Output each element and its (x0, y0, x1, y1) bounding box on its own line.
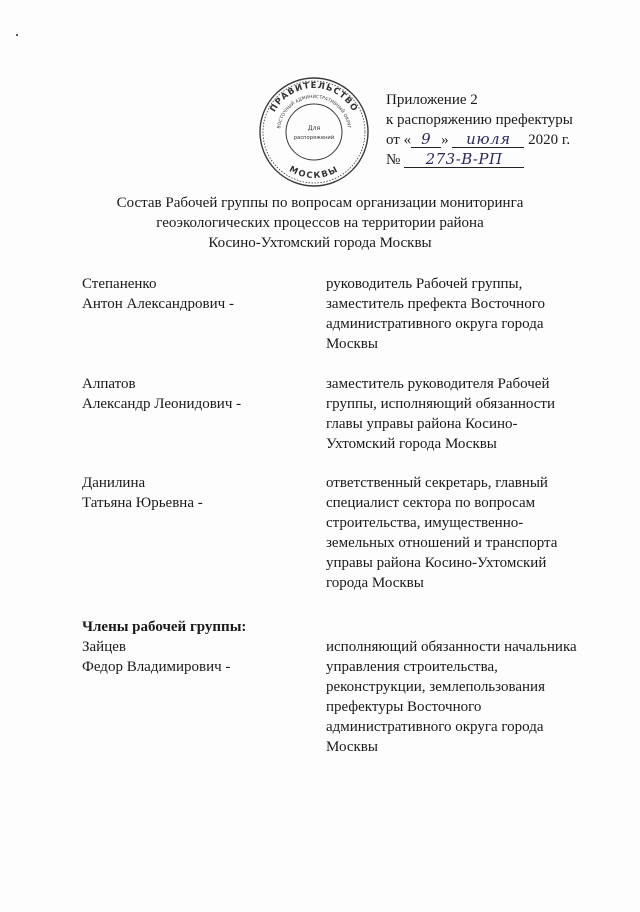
role-line: ответственный секретарь, главный (326, 475, 548, 491)
member-surname: Зайцев (82, 639, 126, 655)
scan-speck (16, 34, 18, 36)
role-line: главы управы района Косино- (326, 416, 518, 432)
stamp-ring-text: ВОСТОЧНЫЙ АДМИНИСТРАТИВНЫЙ ОКРУГ (277, 94, 351, 130)
members-heading: Члены рабочей группы: (82, 619, 247, 635)
role-line: префектуры Восточного (326, 699, 482, 715)
member-surname: Алпатов (82, 376, 136, 392)
number-prefix: № (386, 152, 401, 168)
member-name (82, 637, 312, 677)
role-line: Москвы (326, 739, 378, 755)
member-name (82, 374, 312, 414)
member-given-name: Татьяна Юрьевна - (82, 495, 203, 511)
title-line-1: Состав Рабочей группы по вопросам организации мониторинга (116, 195, 524, 211)
member-surname: Данилина (82, 475, 146, 491)
role-line: заместитель префекта Восточного (326, 296, 545, 312)
member-role (326, 473, 596, 593)
stamp-center-line2: распоряжений (293, 135, 335, 141)
role-line: реконструкции, землепользования (326, 679, 545, 695)
svg-text:МОСКВЫ (287, 165, 340, 182)
date-prefix: от « (386, 132, 412, 148)
document-title (0, 193, 640, 253)
member-given-name: Федор Владимирович - (82, 659, 231, 675)
member-role (326, 637, 596, 757)
date-day: 9 (411, 131, 441, 148)
member-surname: Степаненко (82, 276, 157, 292)
title-line-2: геоэкологических процессов на территории района (156, 215, 484, 231)
appendix-header (386, 90, 626, 170)
appendix-title: Приложение 2 (386, 92, 478, 108)
role-line: административного округа города (326, 316, 544, 332)
role-line: руководитель Рабочей группы, (326, 276, 523, 292)
stamp-bottom-text: МОСКВЫ (287, 164, 341, 182)
member-role (326, 274, 596, 354)
role-line: управления строительства, (326, 659, 498, 675)
role-line: Ухтомский города Москвы (326, 436, 497, 452)
stamp-seal-icon (258, 76, 370, 188)
role-line: земельных отношений и транспорта (326, 535, 558, 551)
member-given-name: Антон Александрович - (82, 296, 234, 312)
date-mid: » (441, 132, 449, 148)
date-month: июля (452, 131, 524, 148)
date-year: 2020 г. (528, 132, 571, 148)
number-value: 273-В-РП (404, 151, 524, 168)
appendix-date (386, 130, 626, 150)
role-line: Москвы (326, 336, 378, 352)
appendix-subtitle: к распоряжению префектуры (386, 112, 573, 128)
role-line: управы района Косино-Ухтомский (326, 555, 547, 571)
title-line-3: Косино-Ухтомский города Москвы (208, 235, 432, 251)
role-line: заместитель руководителя Рабочей (326, 376, 550, 392)
official-stamp (258, 76, 370, 188)
role-line: специалист сектора по вопросам (326, 495, 536, 511)
role-line: города Москвы (326, 575, 424, 591)
role-line: исполняющий обязанности начальника (326, 639, 577, 655)
member-name (82, 274, 312, 314)
member-name (82, 473, 312, 513)
role-line: административного округа города (326, 719, 544, 735)
role-line: строительства, имущественно- (326, 515, 524, 531)
member-given-name: Александр Леонидович - (82, 396, 242, 412)
stamp-center-line1: Для (307, 125, 321, 132)
member-role (326, 374, 596, 454)
role-line: группы, исполняющий обязанности (326, 396, 555, 412)
stamp-top-text: ПРАВИТЕЛЬСТВО (268, 80, 360, 114)
appendix-number (386, 150, 626, 170)
